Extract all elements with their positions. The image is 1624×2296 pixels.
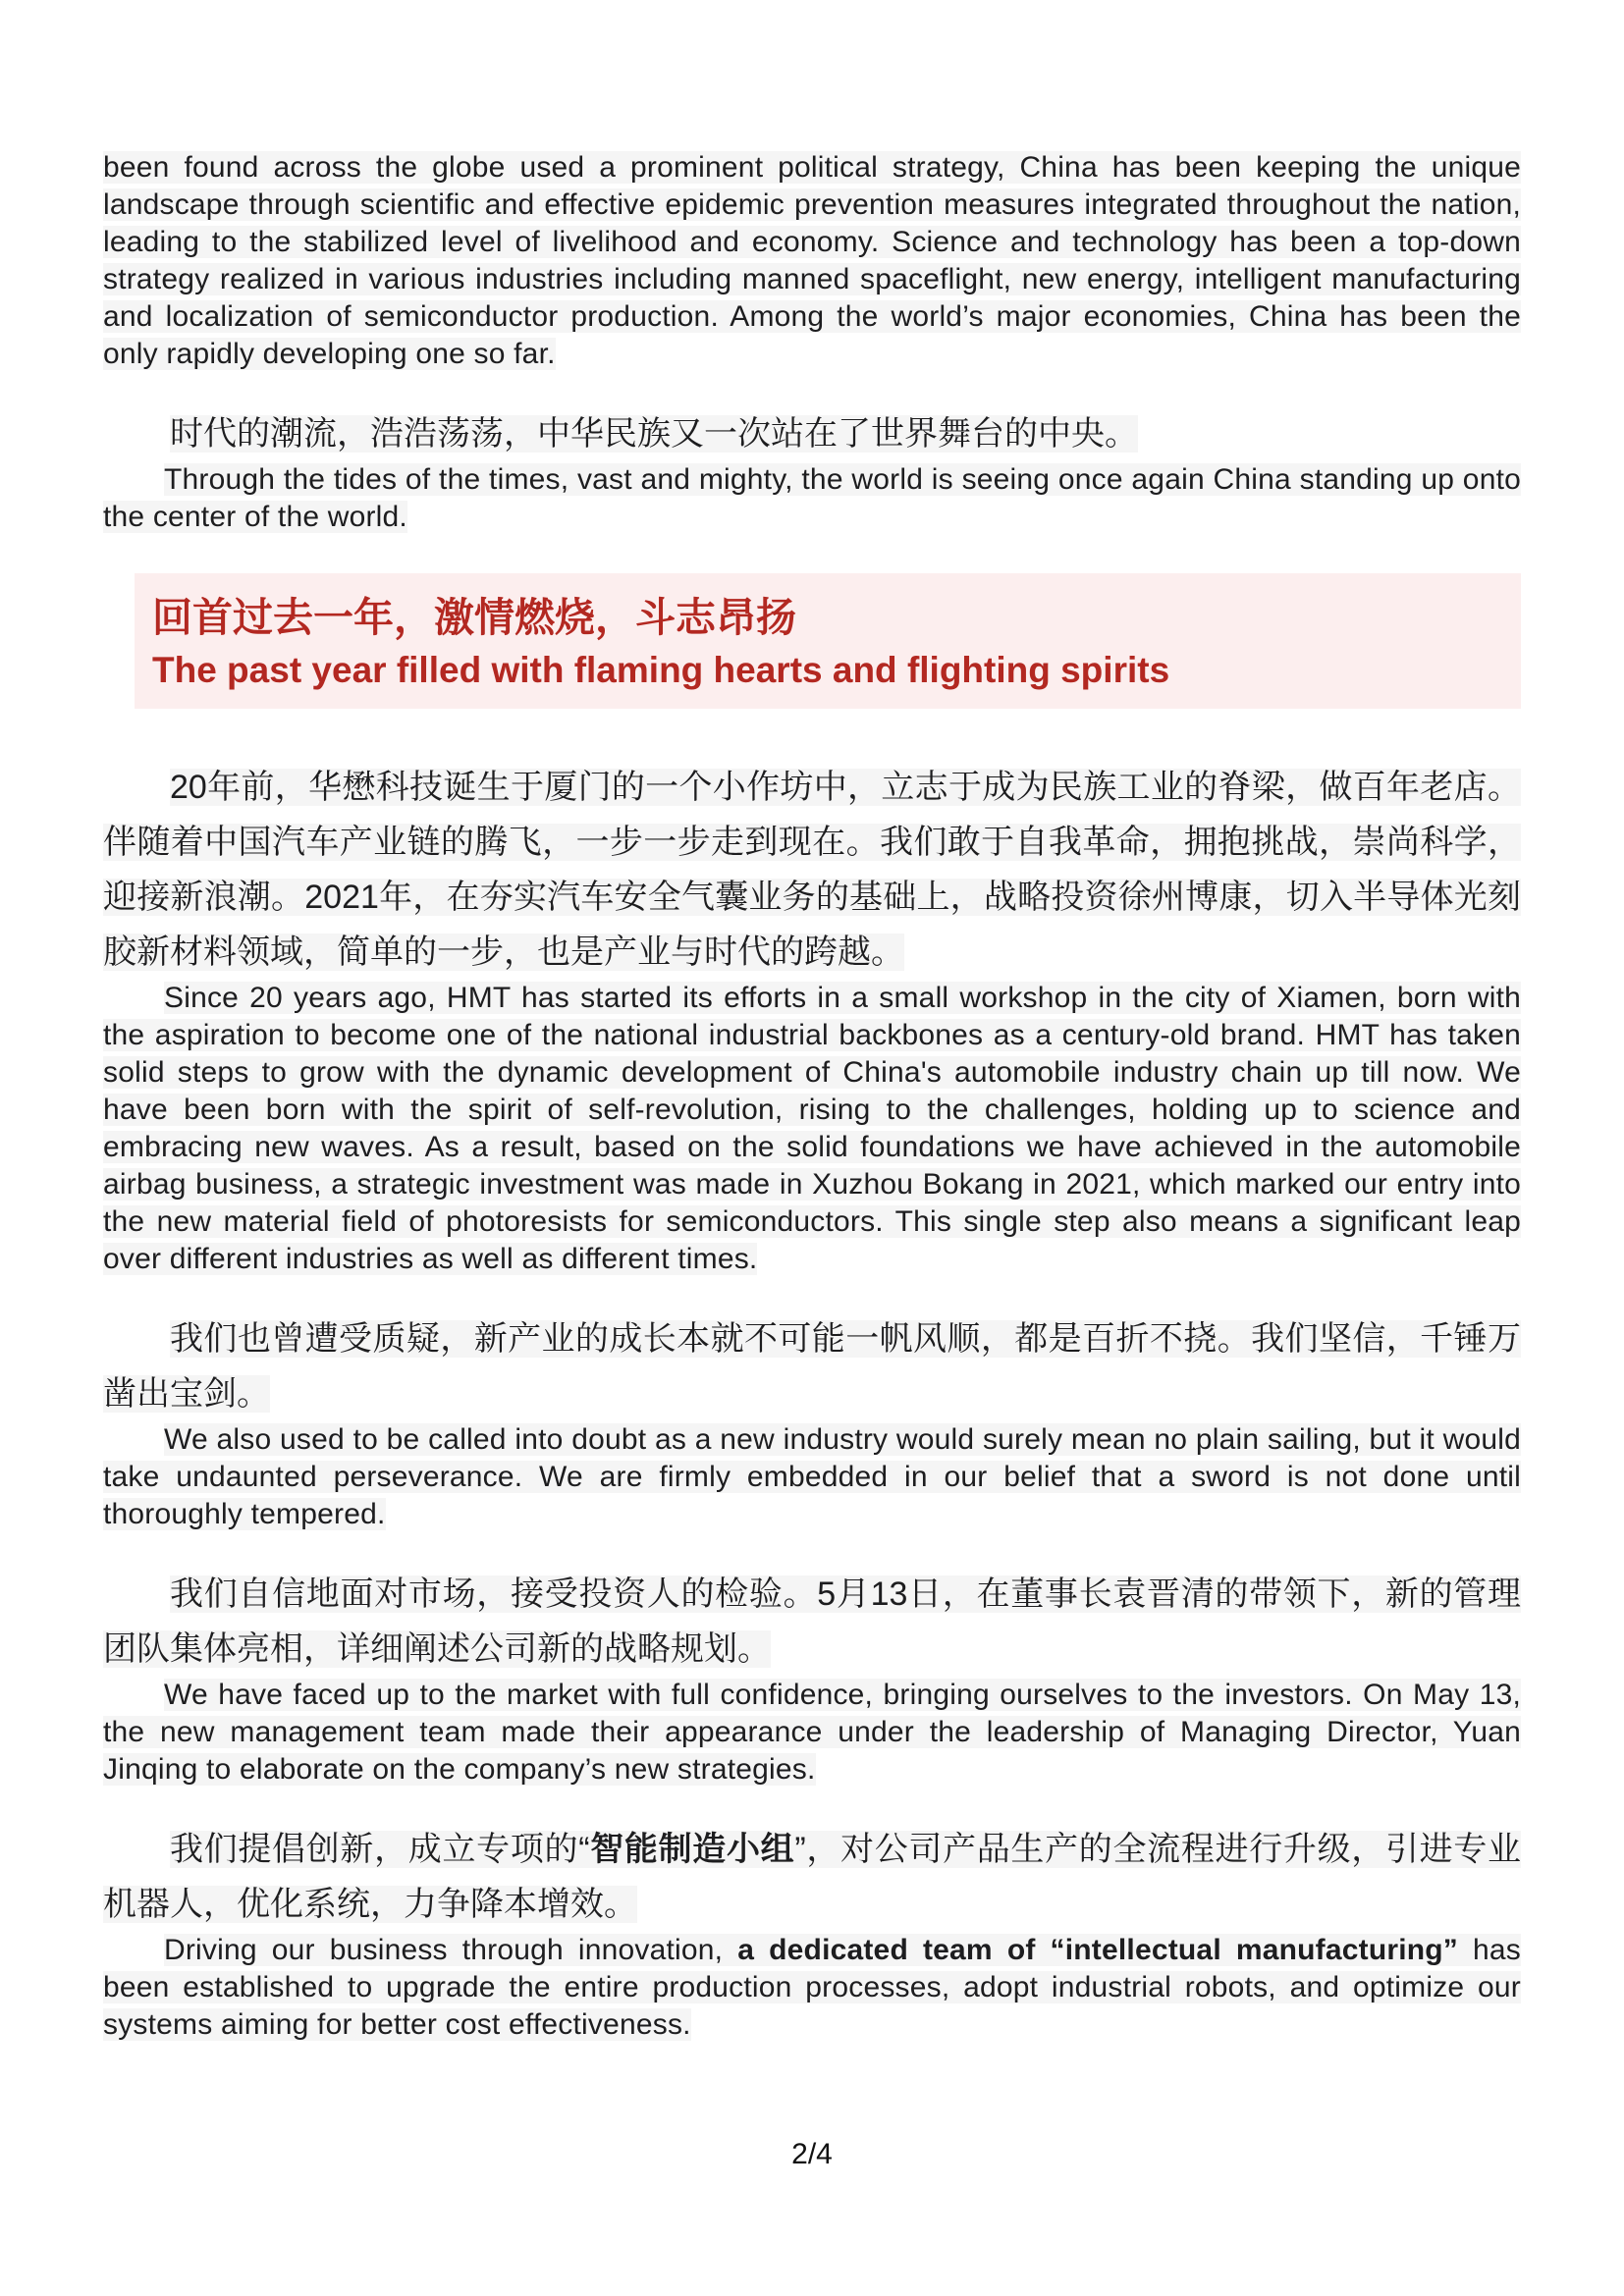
market-paragraph-en: We have faced up to the market with full confidence, bringing ourselves to the investors. On May 13, the new management team made their appearance under the leadership of Managing Director, Yuan Jinqing to elaborate on the company’s new strategies.: [103, 1679, 1521, 1786]
doubt-paragraph: [103, 1311, 1521, 1533]
intro-paragraph-en: been found across the globe used a prominent political strategy, China has been keeping the unique landscape through scientific and effective epidemic prevention measures integrated throughout the nation, leading to the stabilized level of livelihood and economy. Science and technology has been a top-down strategy realized in various industries including manned spaceflight, new energy, intelligent manufacturing and localization of semiconductor production. Among the world’s major economies, China has been the only rapidly developing one so far.: [103, 151, 1521, 370]
page-number: 2/4: [791, 2138, 833, 2170]
tides-quote: [103, 406, 1521, 536]
tides-quote-en: Through the tides of the times, vast and mighty, the world is seeing once again China standing up onto the center of the world.: [103, 463, 1521, 533]
section-heading-zh: 回首过去一年，激情燃烧，斗志昂扬: [152, 595, 796, 640]
doubt-paragraph-en: We also used to be called into doubt as a new industry would surely mean no plain sailing, but it would take undaunted perseverance. We are firmly embedded in our belief that a sword is not done until thoroughly tempered.: [103, 1423, 1521, 1530]
innovation-paragraph-en: Driving our business through innovation, a dedicated team of “intellectual manufacturing” has been established to upgrade the entire production processes, adopt industrial robots, and optimize our systems aiming for better cost effectiveness.: [103, 1934, 1521, 2041]
innovation-bold-en: a dedicated team of “intellectual manufacturing”: [737, 1934, 1459, 1966]
market-paragraph-zh: 我们自信地面对市场，接受投资人的检验。5月13日，在董事长袁晋清的带领下，新的管理团队集体亮相，详细阐述公司新的战略规划。: [103, 1575, 1521, 1668]
section-heading: [135, 573, 1521, 709]
innovation-bold-zh: 智能制造小组: [589, 1831, 795, 1868]
market-paragraph: [103, 1567, 1521, 1789]
intro-paragraph: [103, 149, 1521, 373]
innovation-paragraph-zh: 我们提倡创新，成立专项的“智能制造小组”，对公司产品生产的全流程进行升级，引进专业机器人，优化系统，力争降本增效。: [103, 1831, 1522, 1923]
innovation-paragraph: [103, 1822, 1521, 2044]
history-paragraph-en: Since 20 years ago, HMT has started its efforts in a small workshop in the city of Xiamen, born with the aspiration to become one of the national industrial backbones as a century-old brand. HMT has taken solid steps to grow with the dynamic development of China's automobile industry chain up till now. We have been born with the spirit of self-revolution, rising to the challenges, holding up to science and embracing new waves. As a result, based on the solid foundations we have achieved in the automobile airbag business, a strategic investment was made in Xuzhou Bokang in 2021, which marked our entry into the new material field of photoresists for semiconductors. This single step also means a significant leap over different industries as well as different times.: [103, 982, 1521, 1275]
doubt-paragraph-zh: 我们也曾遭受质疑，新产业的成长本就不可能一帆风顺，都是百折不挠。我们坚信，千锤万凿出宝剑。: [103, 1320, 1521, 1413]
history-paragraph: [103, 760, 1521, 1278]
history-paragraph-zh: 20年前，华懋科技诞生于厦门的一个小作坊中，立志于成为民族工业的脊梁，做百年老店。伴随着中国汽车产业链的腾飞，一步一步走到现在。我们敢于自我革命，拥抱挑战，崇尚科学，迎接新浪潮。2021年，在夯实汽车安全气囊业务的基础上，战略投资徐州博康，切入半导体光刻胶新材料领域，简单的一步，也是产业与时代的跨越。: [103, 769, 1521, 971]
tides-quote-zh: 时代的潮流，浩浩荡荡，中华民族又一次站在了世界舞台的中央。: [170, 415, 1138, 453]
section-heading-en: The past year filled with flaming hearts and flighting spirits: [152, 650, 1170, 690]
